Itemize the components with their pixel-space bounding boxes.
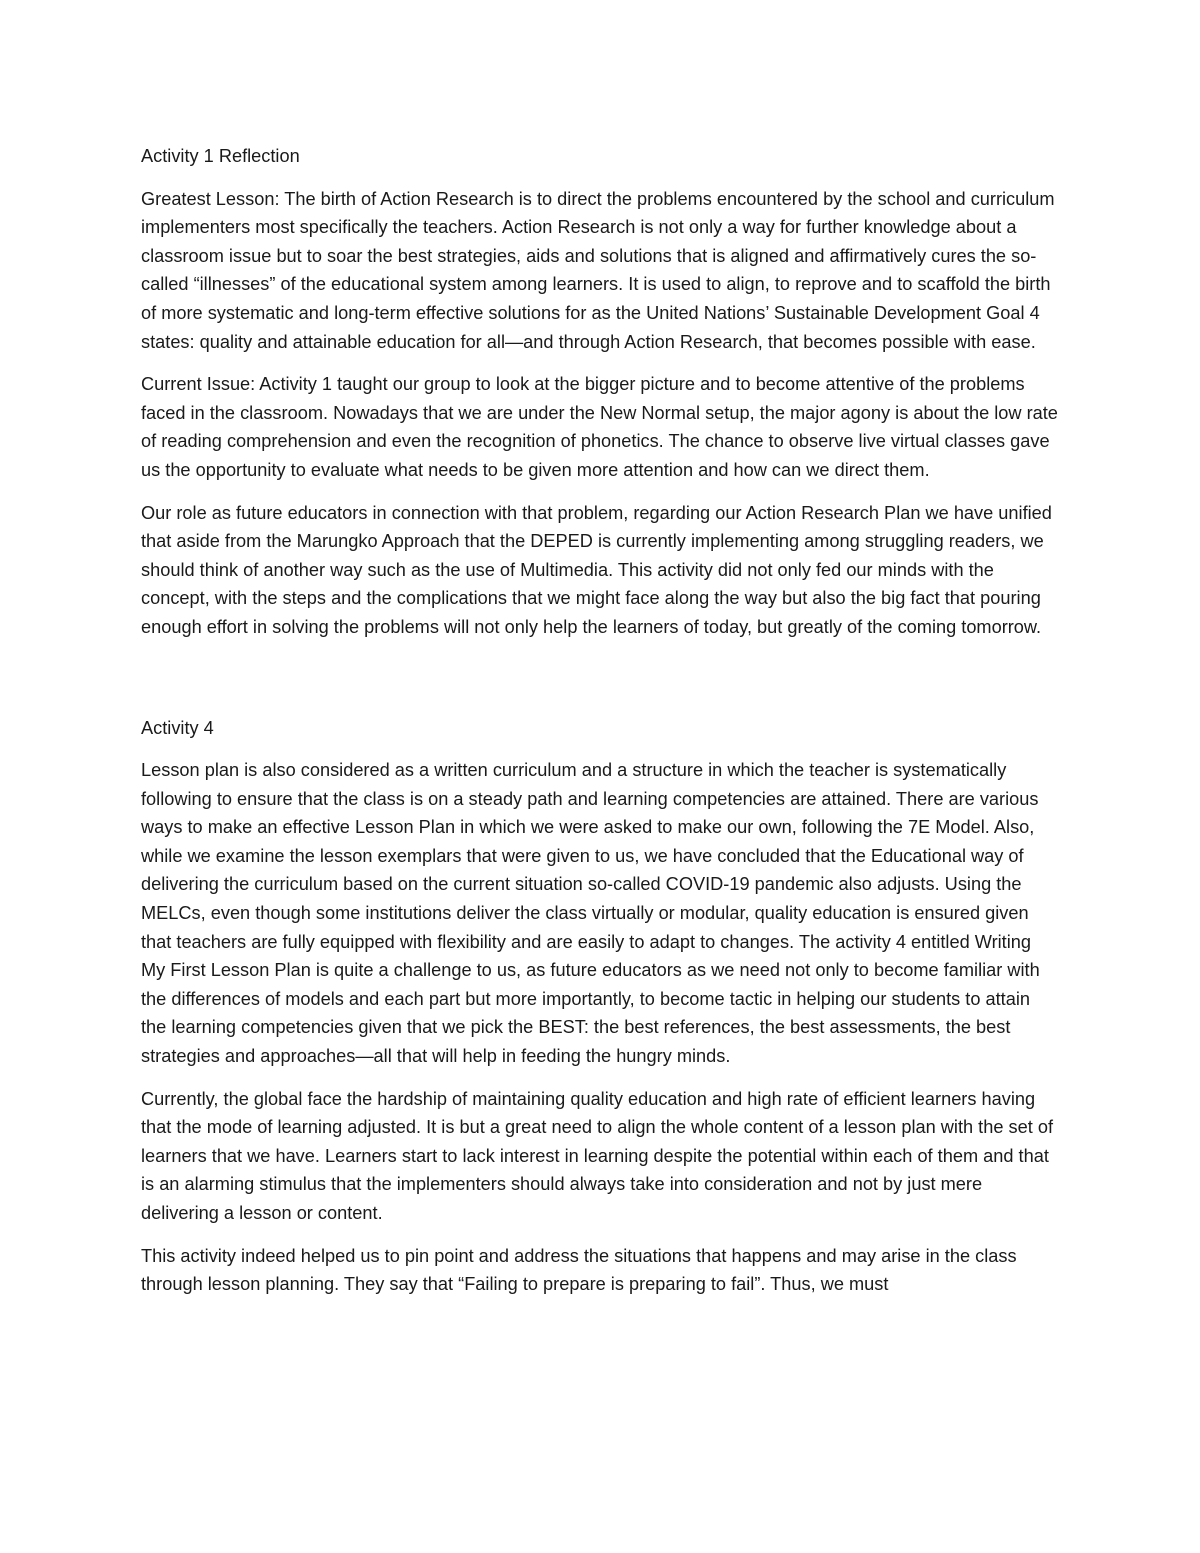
- section-heading-activity-1: Activity 1 Reflection: [141, 146, 300, 166]
- paragraph-current-issue: Current Issue: Activity 1 taught our group to look at the bigger picture and to become attentive of the problems faced in the classroom. Nowadays that we are under the New Normal setup, the major agony is about the low rate of reading comprehension and even the recognition of phonetics. The chance to observe live virtual classes gave us the opportunity to evaluate what needs to be given more attention and how can we direct them.: [141, 374, 1058, 480]
- paragraph-this-activity: This activity indeed helped us to pin point and address the situations that happens and may arise in the class through lesson planning. They say that “Failing to prepare is preparing to fail”. Thus, we must: [141, 1245, 1017, 1295]
- paragraph-lesson-plan: Lesson plan is also considered as a written curriculum and a structure in which the teacher is systematically following to ensure that the class is on a steady path and learning competencies are attained. There are various ways to make an effective Lesson Plan in which we were asked to make our own, following the 7E Model. Also, while we examine the lesson exemplars that were given to us, we have concluded that the Educational way of delivering the curriculum based on the current situation so-called COVID-19 pandemic also adjusts. Using the MELCs, even though some institutions deliver the class virtually or modular, quality education is ensured given that teachers are fully equipped with flexibility and are easily to adapt to changes. The activity 4 entitled Writing My First Lesson Plan is quite a challenge to us, as future educators as we need not only to become familiar with the differences of models and each part but more importantly, to become tactic in helping our students to attain the learning competencies given that we pick the BEST: the best references, the best assessments, the best strategies and approaches—all that will help in feeding the hungry minds.: [141, 760, 1040, 1067]
- section-heading-activity-4: Activity 4: [141, 717, 214, 738]
- paragraph-currently: Currently, the global face the hardship of maintaining quality education and high rate of efficient learners having that the mode of learning adjusted. It is but a great need to align the whole content of a lesson plan with the set of learners that we have. Learners start to lack interest in learning despite the potential within each of them and that is an alarming stimulus that the implementers should always take into consideration and not by just mere delivering a lesson or content.: [141, 1088, 1053, 1223]
- paragraph-our-role: Our role as future educators in connection with that problem, regarding our Action Research Plan we have unified that aside from the Marungko Approach that the DEPED is currently implementing among struggling readers, we should think of another way such as the use of Multimedia. This activity did not only fed our minds with the concept, with the steps and the complications that we might face along the way but also the big fact that pouring enough effort in solving the problems will not only help the learners of today, but greatly of the coming tomorrow.: [141, 502, 1052, 637]
- section-spacer: [141, 656, 1059, 714]
- document-body: [141, 142, 1059, 1313]
- paragraph-greatest-lesson: Greatest Lesson: The birth of Action Research is to direct the problems encountered by the school and curriculum implementers most specifically the teachers. Action Research is not only a way for further knowledge about a classroom issue but to soar the best strategies, aids and solutions that is aligned and affirmatively cures the so-called “illnesses” of the educational system among learners. It is used to align, to reprove and to scaffold the birth of more systematic and long-term effective solutions for as the United Nations’ Sustainable Development Goal 4 states: quality and attainable education for all—and through Action Research, that becomes possible with ease.: [141, 188, 1055, 352]
